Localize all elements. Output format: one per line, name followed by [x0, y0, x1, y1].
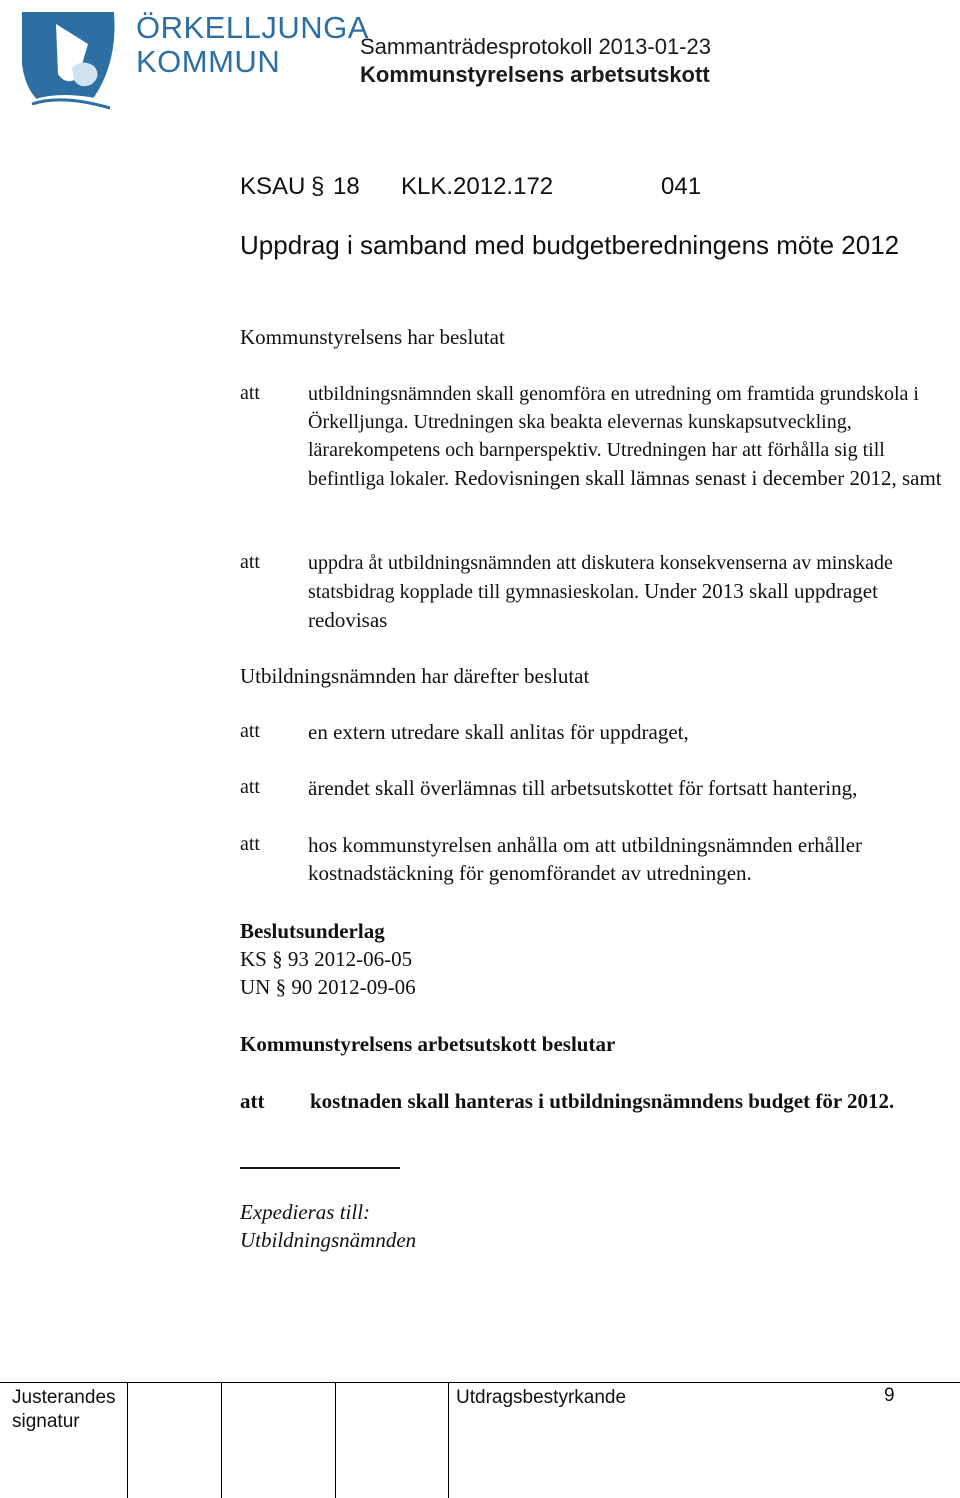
case-number: KLK.2012.172 — [401, 173, 554, 200]
footer-divider — [221, 1382, 222, 1498]
ks-item-2-tail: Under 2013 skall uppdraget redovisas — [308, 579, 878, 632]
logo-line-2: KOMMUN — [136, 44, 281, 79]
footer-divider — [448, 1382, 449, 1498]
att-marker: att — [240, 833, 260, 855]
committee-name: Kommunstyrelsens arbetsutskott — [360, 62, 710, 87]
att-marker: att — [240, 720, 260, 742]
footer-divider — [127, 1382, 128, 1498]
att-marker: att — [240, 382, 260, 404]
att-marker: att — [240, 776, 260, 798]
divider — [240, 1167, 400, 1169]
paragraph-label: KSAU — [240, 173, 306, 200]
ks-decision-intro: Kommunstyrelsens har beslutat — [240, 325, 505, 349]
signature-label: Justerandes signatur — [12, 1387, 116, 1432]
distribution-recipient: Utbildningsnämnden — [240, 1228, 417, 1252]
municipality-logo — [18, 4, 369, 116]
ks-item-1 — [308, 380, 953, 493]
signature-footer — [0, 1382, 960, 1498]
un-item-2: ärendet skall överlämnas till arbetsutskottet för fortsatt hantering, — [308, 776, 858, 800]
distribution-label: Expedieras till: — [240, 1200, 371, 1224]
attest-label: Utdragsbestyrkande — [456, 1387, 627, 1408]
case-heading: Uppdrag i samband med budgetberedningens möte 2012 — [240, 230, 900, 260]
logo-emblem-icon — [18, 4, 130, 116]
ks-item-2 — [308, 549, 953, 635]
case-code: 041 — [661, 173, 702, 200]
att-marker: att — [240, 1089, 265, 1113]
page-number: 9 — [884, 1385, 895, 1406]
protocol-title: Sammanträdesprotokoll 2013-01-23 — [360, 34, 711, 59]
basis-item: UN § 90 2012-09-06 — [240, 975, 416, 999]
footer-border — [0, 1382, 960, 1383]
logo-line-1: ÖRKELLJUNGA — [136, 10, 369, 45]
basis-title: Beslutsunderlag — [240, 919, 385, 943]
section-sign: § — [311, 173, 325, 200]
un-item-3: hos kommunstyrelsen anhålla om att utbildningsnämnden erhåller kostnadstäckning för genomförandet av utredningen. — [308, 833, 863, 885]
ks-item-1-text: utbildningsnämnden skall genomföra en utredning om framtida grundskola i Örkelljunga. Utredningen ska beakta elevernas kunskapsutveckling, lärarekompetens och barnperspektiv. Utredningen har att förhålla sig till befintliga lokaler. — [308, 383, 919, 490]
paragraph-number: 18 — [333, 173, 360, 200]
ks-item-1-tail: Redovisningen skall lämnas senast i december 2012, samt — [454, 466, 942, 490]
ks-item-2-text: uppdra åt utbildningsnämnden att diskutera konsekvenserna av minskade statsbidrag kopplade till gymnasieskolan. — [308, 552, 893, 603]
un-decision-intro: Utbildningsnämnden har därefter beslutat — [240, 664, 590, 688]
basis-item: KS § 93 2012-06-05 — [240, 947, 413, 971]
decision-title: Kommunstyrelsens arbetsutskott beslutar — [240, 1032, 616, 1056]
footer-divider — [335, 1382, 336, 1498]
un-item-1: en extern utredare skall anlitas för uppdraget, — [308, 720, 689, 744]
att-marker: att — [240, 551, 260, 573]
decision-text: kostnaden skall hanteras i utbildningsnämndens budget för 2012. — [310, 1089, 895, 1113]
